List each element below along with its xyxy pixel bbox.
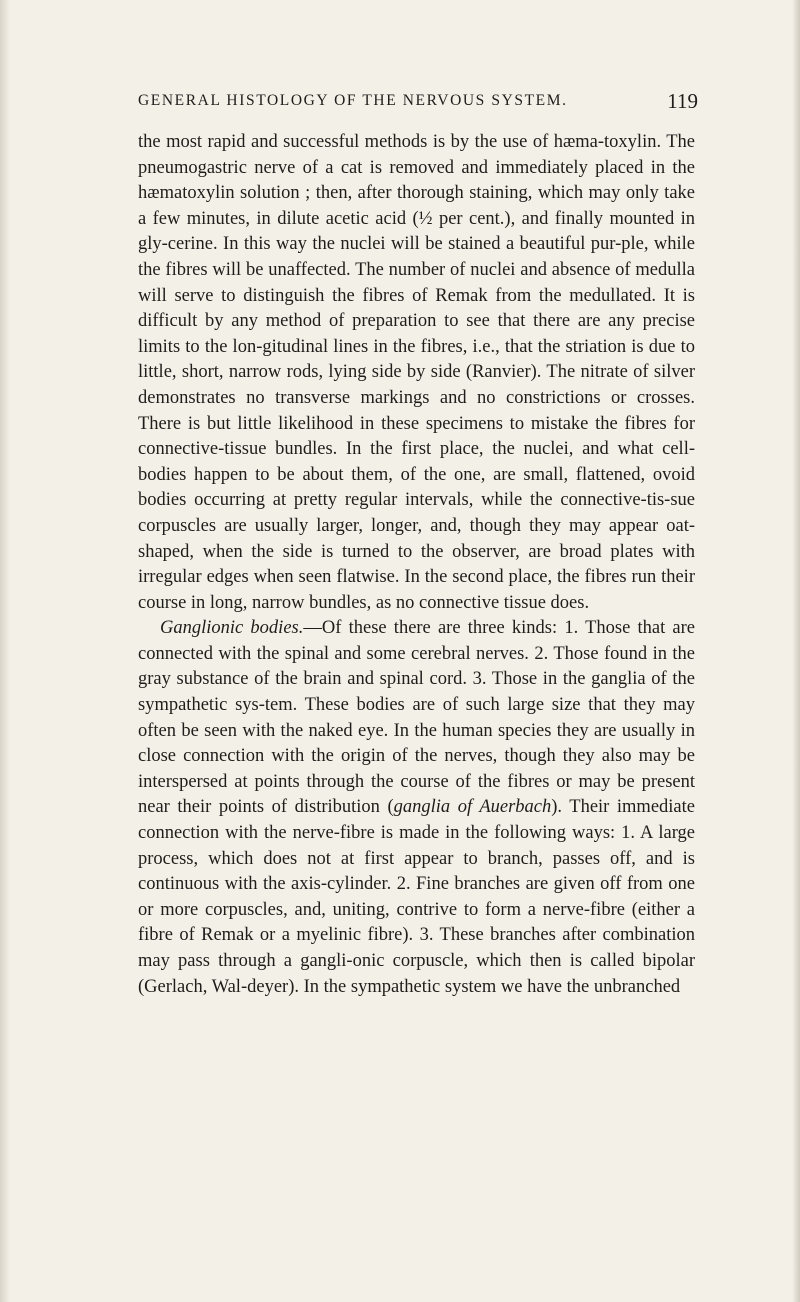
paragraph-text-part-b: ). Their immediate connection with the nerve-fibre is made in the following ways: 1. A large process, which does not at first appear to branch, passes off, and is continuous with the axis-cylinder. 2. Fine branches are given off from one or more corpuscles, and, uniting, contrive to form a nerve-fibre (either a fibre of Remak or a myelinic fibre). 3. These branches after combination may pass through a gangli-onic corpuscle, which then is called bipolar (Gerlach, Wal-deyer). In the sympathetic system we have the unbranched	[138, 797, 695, 997]
body-text	[138, 130, 695, 1000]
page-edge-left	[0, 0, 10, 1302]
section-heading: Ganglionic bodies.	[160, 618, 304, 639]
running-title: GENERAL HISTOLOGY OF THE NERVOUS SYSTEM.	[138, 92, 568, 109]
italic-reference: ganglia of Auerbach	[393, 797, 552, 818]
page-edge-right	[792, 0, 800, 1302]
paragraph-methods: the most rapid and successful methods is by the use of hæma-toxylin. The pneumogastric nerve of a cat is removed and immediately placed in the hæmatoxylin solution ; then, after thorough staining, which may only take a few minutes, in dilute acetic acid (½ per cent.), and finally mounted in gly-cerine. In this way the nuclei will be stained a beautiful pur-ple, while the fibres will be unaffected. The number of nuclei and absence of medulla will serve to distinguish the fibres of Remak from the medullated. It is difficult by any method of preparation to see that there are any precise limits to the lon-gitudinal lines in the fibres, i.e., that the striation is due to little, short, narrow rods, lying side by side (Ranvier). The nitrate of silver demonstrates no transverse markings and no constrictions or crosses. There is but little likelihood in these specimens to mistake the fibres for connective-tissue bundles. In the first place, the nuclei, and what cell-bodies happen to be about them, of the one, are small, flattened, ovoid bodies occurring at pretty regular intervals, while the connective-tis-sue corpuscles are usually larger, longer, and, though they may appear oat-shaped, when the side is turned to the observer, are broad plates with irregular edges when seen flatwise. In the second place, the fibres run their course in long, narrow bundles, as no connective tissue does.	[138, 132, 695, 613]
running-head	[138, 89, 698, 120]
paragraph-ganglionic-bodies	[138, 616, 695, 1000]
paragraph-text-part-a: —Of these there are three kinds: 1. Those that are connected with the spinal and some cerebral nerves. 2. Those found in the gray substance of the brain and spinal cord. 3. Those in the ganglia of the sympathetic sys-tem. These bodies are of such large size that they may often be seen with the naked eye. In the human species they are usually in close connection with the origin of the nerves, though they also may be interspersed at points through the course of the fibres or may be present near their points of distribution (	[138, 618, 695, 818]
page-number: 119	[667, 89, 698, 113]
